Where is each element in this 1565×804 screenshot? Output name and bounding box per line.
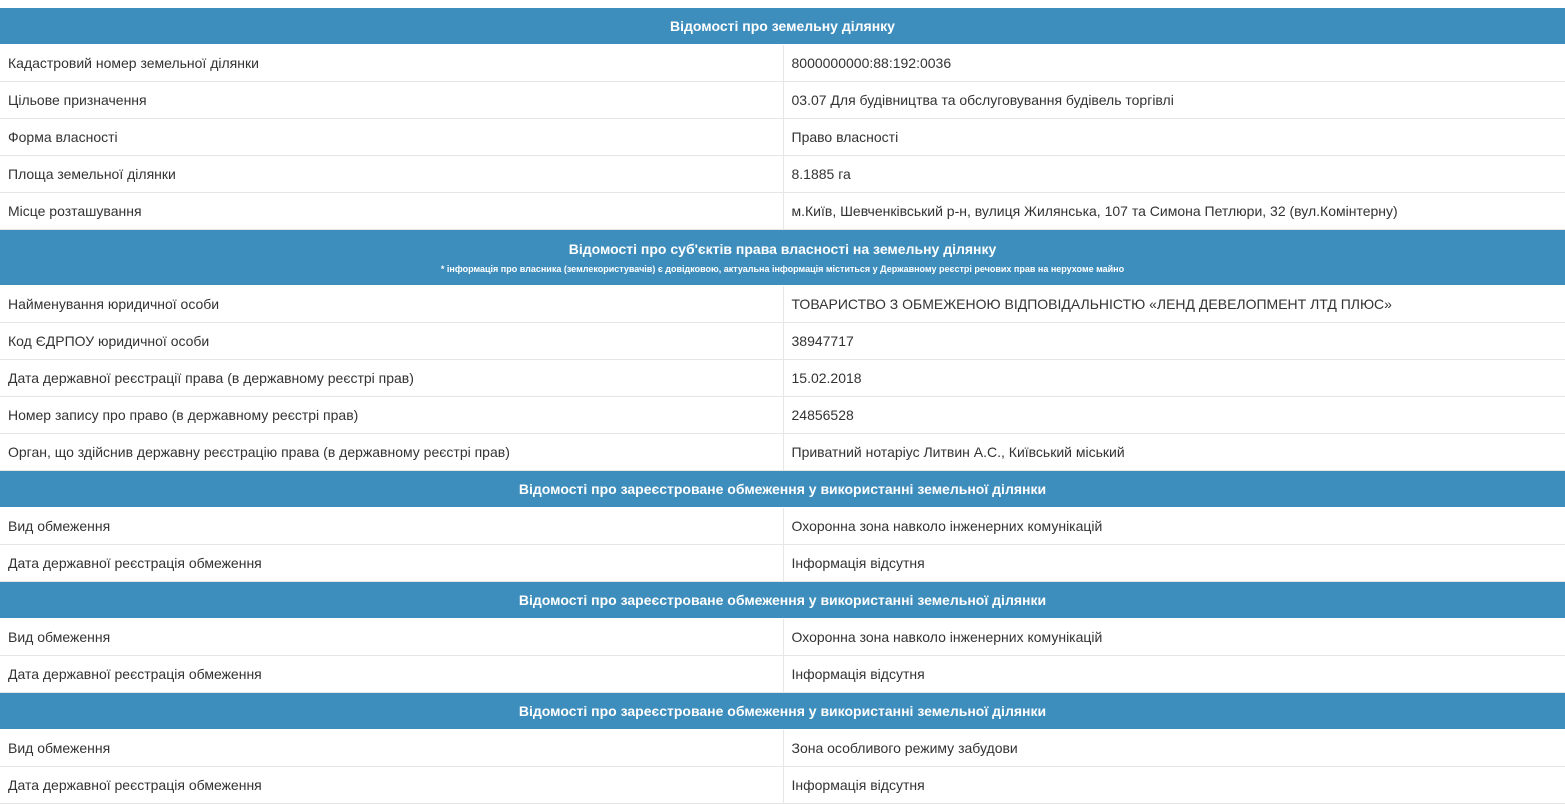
section-header-cell [0,230,1565,286]
row-label: Площа земельної ділянки [0,156,783,193]
table-row [0,360,1565,397]
row-label: Цільове призначення [0,82,783,119]
row-value: Інформація відсутня [783,545,1565,582]
row-label: Код ЄДРПОУ юридичної особи [0,323,783,360]
table-row [0,119,1565,156]
row-value: Право власності [783,119,1565,156]
section-title: Відомості про суб'єктів права власності на земельну ділянку [568,241,997,257]
row-value: м.Київ, Шевченківський р-н, вулиця Жилянська, 107 та Симона Петлюри, 32 (вул.Комінтерну) [783,193,1565,230]
row-value: Охоронна зона навколо інженерних комунікацій [783,508,1565,545]
row-value: ТОВАРИСТВО З ОБМЕЖЕНОЮ ВІДПОВІДАЛЬНІСТЮ «ЛЕНД ДЕВЕЛОПМЕНТ ЛТД ПЛЮС» [783,286,1565,323]
row-label: Вид обмеження [0,508,783,545]
row-value: 38947717 [783,323,1565,360]
table-row [0,619,1565,656]
table-row [0,434,1565,471]
section-title: Відомості про зареєстроване обмеження у використанні земельної ділянки [0,471,1565,508]
section-header-restriction [0,693,1565,730]
row-value: Інформація відсутня [783,656,1565,693]
table-row [0,545,1565,582]
table-row [0,45,1565,82]
section-header-restriction [0,471,1565,508]
section-title: Відомості про зареєстроване обмеження у використанні земельної ділянки [0,693,1565,730]
section-header-restriction [0,582,1565,619]
row-value: 8000000000:88:192:0036 [783,45,1565,82]
row-label: Орган, що здійснив державну реєстрацію права (в державному реєстрі прав) [0,434,783,471]
row-label: Дата державної реєстрації права (в державному реєстрі прав) [0,360,783,397]
table-row [0,730,1565,767]
table-row [0,82,1565,119]
table-row [0,156,1565,193]
section-header-owners [0,230,1565,286]
table-row [0,656,1565,693]
row-label: Кадастровий номер земельної ділянки [0,45,783,82]
row-label: Дата державної реєстрація обмеження [0,545,783,582]
row-label: Номер запису про право (в державному реєстрі прав) [0,397,783,434]
table-row [0,767,1565,804]
row-value: Приватний нотаріус Литвин А.С., Київський міський [783,434,1565,471]
section-title: Відомості про земельну ділянку [0,8,1565,45]
row-value: Охоронна зона навколо інженерних комунікацій [783,619,1565,656]
row-label: Вид обмеження [0,619,783,656]
table-row [0,286,1565,323]
row-value: Зона особливого режиму забудови [783,730,1565,767]
row-label: Найменування юридичної особи [0,286,783,323]
section-title: Відомості про зареєстроване обмеження у використанні земельної ділянки [0,582,1565,619]
row-label: Місце розташування [0,193,783,230]
row-label: Форма власності [0,119,783,156]
section-note: * інформація про власника (землекористувачів) є довідковою, актуальна інформація міститься у Державному реєстрі речових прав на нерухоме майно [440,264,1125,274]
row-value: Інформація відсутня [783,767,1565,804]
section-header-land-plot [0,8,1565,45]
land-plot-info-table [0,8,1565,804]
row-value: 15.02.2018 [783,360,1565,397]
table-row [0,323,1565,360]
row-label: Вид обмеження [0,730,783,767]
row-label: Дата державної реєстрація обмеження [0,767,783,804]
row-value: 8.1885 га [783,156,1565,193]
table-row [0,193,1565,230]
row-value: 03.07 Для будівництва та обслуговування будівель торгівлі [783,82,1565,119]
row-label: Дата державної реєстрація обмеження [0,656,783,693]
table-row [0,397,1565,434]
table-row [0,508,1565,545]
row-value: 24856528 [783,397,1565,434]
